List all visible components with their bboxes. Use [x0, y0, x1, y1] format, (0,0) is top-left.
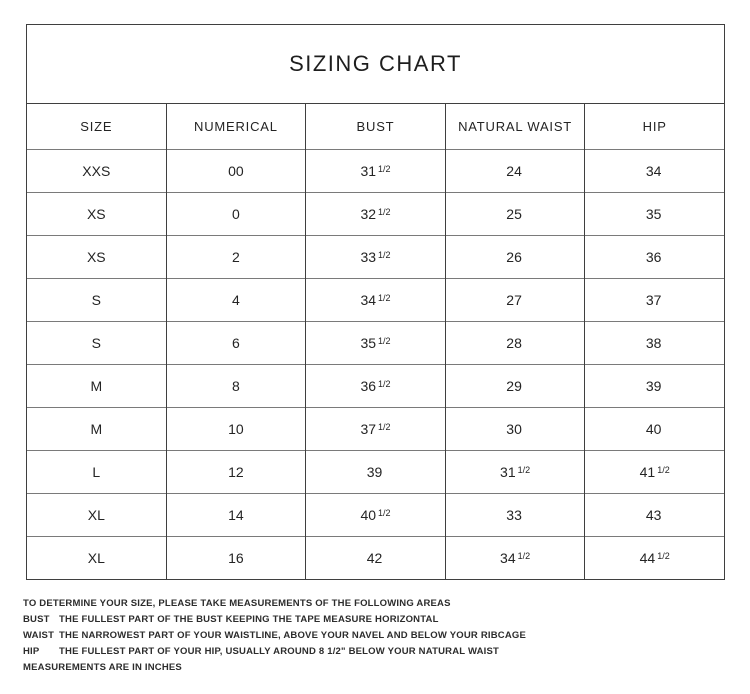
cell-size: S — [27, 279, 167, 322]
cell-fraction: 1/2 — [517, 551, 531, 561]
cell-value: 40 — [645, 421, 662, 437]
table-row — [27, 365, 725, 408]
cell-size: L — [27, 451, 167, 494]
cell-value: 38 — [645, 335, 662, 351]
cell-fraction: 1/2 — [378, 250, 391, 260]
cell-value: 34 — [500, 550, 516, 566]
title-row — [27, 25, 725, 104]
cell-numerical: 4 — [166, 279, 306, 322]
cell-size: XS — [27, 193, 167, 236]
table-row — [27, 236, 725, 279]
cell-hip — [585, 193, 725, 236]
cell-value: 33 — [506, 507, 522, 523]
cell-natural-waist — [445, 537, 585, 580]
cell-numerical: 10 — [166, 408, 306, 451]
cell-size: XS — [27, 236, 167, 279]
cell-value: 36 — [360, 378, 377, 394]
cell-fraction: 1/2 — [517, 465, 531, 475]
cell-hip — [585, 279, 725, 322]
cell-size: M — [27, 408, 167, 451]
cell-value: 40 — [360, 507, 377, 523]
page-title: SIZING CHART — [27, 25, 725, 104]
cell-value: 41 — [639, 464, 656, 480]
cell-bust — [306, 193, 446, 236]
cell-hip — [585, 451, 725, 494]
cell-hip — [585, 537, 725, 580]
cell-natural-waist — [445, 150, 585, 193]
cell-numerical: 00 — [166, 150, 306, 193]
definition-label: HIP — [23, 646, 40, 657]
cell-fraction: 1/2 — [657, 551, 670, 561]
cell-value: 28 — [506, 335, 522, 351]
table-row — [27, 451, 725, 494]
cell-numerical: 8 — [166, 365, 306, 408]
cell-numerical: 2 — [166, 236, 306, 279]
table-row — [27, 537, 725, 580]
cell-hip — [585, 150, 725, 193]
cell-value: 25 — [506, 206, 522, 222]
cell-hip — [585, 322, 725, 365]
cell-natural-waist — [445, 494, 585, 537]
definition-bust — [23, 612, 727, 628]
cell-natural-waist — [445, 451, 585, 494]
table-row — [27, 150, 725, 193]
cell-value: 43 — [645, 507, 662, 523]
column-header-bust: BUST — [306, 104, 446, 150]
column-header-size: SIZE — [27, 104, 167, 150]
cell-value: 37 — [360, 421, 377, 437]
cell-natural-waist — [445, 279, 585, 322]
cell-natural-waist — [445, 193, 585, 236]
cell-value: 27 — [506, 292, 522, 308]
table-row — [27, 322, 725, 365]
cell-natural-waist — [445, 365, 585, 408]
cell-value: 37 — [645, 292, 662, 308]
cell-value: 35 — [360, 335, 377, 351]
cell-size: XXS — [27, 150, 167, 193]
cell-value: 31 — [500, 464, 516, 480]
column-header-hip: HIP — [585, 104, 725, 150]
cell-hip — [585, 408, 725, 451]
cell-value: 32 — [360, 206, 377, 222]
cell-numerical: 14 — [166, 494, 306, 537]
cell-fraction: 1/2 — [657, 465, 670, 475]
definition-text: THE FULLEST PART OF THE BUST KEEPING THE TAPE MEASURE HORIZONTAL — [59, 614, 439, 625]
column-header-natural-waist: NATURAL WAIST — [445, 104, 585, 150]
cell-value: 35 — [645, 206, 662, 222]
cell-value: 39 — [645, 378, 662, 394]
cell-hip — [585, 236, 725, 279]
cell-bust — [306, 408, 446, 451]
measurement-notes — [23, 596, 727, 676]
cell-fraction: 1/2 — [378, 379, 391, 389]
cell-bust — [306, 451, 446, 494]
cell-fraction: 1/2 — [378, 508, 391, 518]
column-header-numerical: NUMERICAL — [166, 104, 306, 150]
definition-text: THE NARROWEST PART OF YOUR WAISTLINE, ABOVE YOUR NAVEL AND BELOW YOUR RIBCAGE — [59, 630, 527, 641]
cell-numerical: 6 — [166, 322, 306, 365]
cell-value: 30 — [506, 421, 522, 437]
cell-value: 29 — [506, 378, 522, 394]
cell-bust — [306, 150, 446, 193]
cell-natural-waist — [445, 408, 585, 451]
cell-natural-waist — [445, 322, 585, 365]
cell-value: 34 — [645, 163, 662, 179]
cell-value: 26 — [506, 249, 522, 265]
cell-value: 24 — [506, 163, 522, 179]
definition-label: WAIST — [23, 630, 55, 641]
table-row — [27, 279, 725, 322]
definition-label: BUST — [23, 614, 50, 625]
cell-fraction: 1/2 — [378, 207, 391, 217]
cell-value: 34 — [360, 292, 377, 308]
notes-intro: TO DETERMINE YOUR SIZE, PLEASE TAKE MEASUREMENTS OF THE FOLLOWING AREAS — [23, 598, 451, 609]
cell-bust — [306, 322, 446, 365]
cell-value: 42 — [366, 550, 383, 566]
sizing-chart-table — [26, 24, 725, 580]
units-note: MEASUREMENTS ARE IN INCHES — [23, 662, 182, 673]
cell-bust — [306, 236, 446, 279]
cell-hip — [585, 365, 725, 408]
cell-value: 39 — [366, 464, 383, 480]
cell-fraction: 1/2 — [378, 336, 391, 346]
table-row — [27, 494, 725, 537]
cell-numerical: 16 — [166, 537, 306, 580]
cell-size: M — [27, 365, 167, 408]
table-row — [27, 408, 725, 451]
cell-value: 36 — [645, 249, 662, 265]
cell-size: XL — [27, 537, 167, 580]
cell-fraction: 1/2 — [378, 164, 391, 174]
cell-bust — [306, 365, 446, 408]
cell-bust — [306, 494, 446, 537]
table-row — [27, 193, 725, 236]
definition-text: THE FULLEST PART OF YOUR HIP, USUALLY AROUND 8 1/2" BELOW YOUR NATURAL WAIST — [59, 646, 500, 657]
cell-size: S — [27, 322, 167, 365]
cell-natural-waist — [445, 236, 585, 279]
cell-value: 31 — [360, 163, 377, 179]
cell-numerical: 0 — [166, 193, 306, 236]
cell-bust — [306, 279, 446, 322]
cell-fraction: 1/2 — [378, 422, 391, 432]
cell-value: 44 — [639, 550, 656, 566]
cell-numerical: 12 — [166, 451, 306, 494]
definition-waist — [23, 628, 727, 644]
cell-hip — [585, 494, 725, 537]
cell-value: 33 — [360, 249, 377, 265]
cell-fraction: 1/2 — [378, 293, 391, 303]
cell-bust — [306, 537, 446, 580]
cell-size: XL — [27, 494, 167, 537]
column-header-row — [27, 104, 725, 150]
definition-hip — [23, 644, 727, 660]
